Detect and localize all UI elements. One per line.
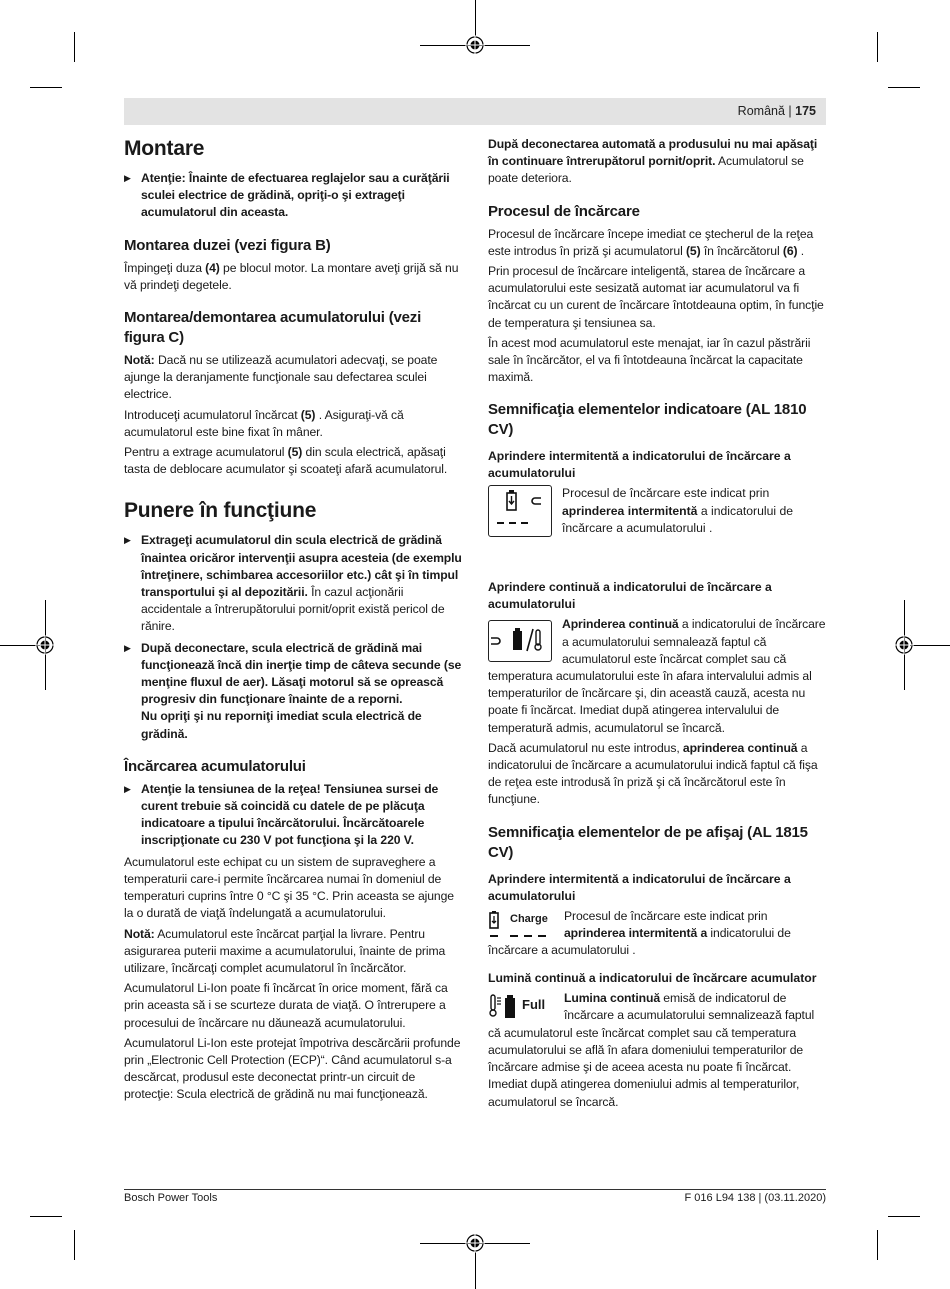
bold-text: După deconectare, scula electrică de grădină mai funcţionează încă din inerţie timp de câteva secunde (se menţine fluxul de aer). Lăsaţi motorul să se oprească progresiv din funcţionare înainte de a reporni.: [141, 640, 462, 707]
text: Împingeţi duza: [124, 260, 206, 275]
heading-semnificatia-al1810: Semnificaţia elementelor indicatoare (AL 1810 CV): [488, 401, 807, 439]
ref-number: (6): [782, 243, 798, 258]
registration-mark-icon: [465, 35, 485, 55]
header-text: [738, 104, 816, 118]
crop-mark: [30, 1216, 62, 1217]
full-indicator-icon: [488, 992, 554, 1022]
subheading-aprindere-intermitenta: Aprindere intermitentă a indicatorului de încărcare a acumulatorului: [488, 449, 791, 481]
footer-rule: [124, 1189, 826, 1190]
note-label: Notă:: [124, 926, 155, 941]
heading-montarea-duzei: Montarea duzei (vezi figura B): [124, 236, 331, 254]
paragraph-supraveghere: Acumulatorul este echipat cu un sistem de supraveghere a temperaturii care-i permite încărcarea numai în domeniul de temperaturi cuprins între 0 °C şi 35 °C. Prin aceasta se ajunge la o durată de viaţă îndelungată a acumulatorului.: [124, 854, 454, 921]
full-label: Full: [522, 997, 546, 1013]
text: Dacă acumulatorul nu este introdus,: [488, 740, 683, 755]
paragraph-li-ion: Acumulatorul Li-Ion poate fi încărcat în orice moment, fără ca prin aceasta să i se scurteze durata de viaţă. O întrerupere a procesului de încărcare nu dăunează acumulatorului.: [124, 981, 448, 1030]
ref-number: (5): [685, 243, 701, 258]
bullet-extrageti: [124, 532, 464, 635]
registration-mark-icon: [465, 1233, 485, 1253]
text: În cazul acţionării accidentale a întrerupătorului pornit/oprit există pericol de rănire.: [141, 585, 445, 634]
heading-incarcarea-acumulatorului: Încărcarea acumulatorului: [124, 757, 306, 775]
warning-text: Atenţie: Înainte de efectuarea reglajelor sau a curăţării sculei electrice de grădină, opriţi-o şi extrageţi acumulatorul din aceasta.: [141, 171, 450, 220]
paragraph-nota: [124, 352, 464, 404]
text: indicatorului de încărcare a acumulatorului .: [488, 925, 791, 958]
text: în încărcătorul: [700, 243, 783, 258]
paragraph-ecp: Acumulatorul Li-Ion este protejat împotriva descărcării profunde prin „Electronic Cell Protection (ECP)“. Când acumulatorul s-a descărcat, produsul este deconectat printr-un circuit de protecţie: Scula electrică de grădină nu mai funcţionează.: [124, 1035, 461, 1102]
paragraph-dupa-deconectarea: [488, 136, 828, 188]
crop-mark: [74, 1230, 75, 1260]
paragraph-proces-1: [488, 226, 828, 260]
paragraph-acumulator-neintrodus: [488, 740, 828, 809]
indicator-text-blinking: [562, 485, 828, 537]
text: pe blocul motor. La montare aveţi grijă să nu vă prindeţi degetele.: [124, 260, 459, 292]
paragraph-introduceti: [124, 407, 464, 441]
header-separator: |: [788, 104, 792, 118]
indicator-row-charge: [488, 908, 828, 960]
bold-text: aprinderea intermitentă: [562, 503, 698, 518]
bullet-dupa-deconectare: [124, 640, 464, 743]
text: Procesul de încărcare este indicat prin: [564, 908, 768, 923]
crop-mark: [475, 0, 476, 36]
text: Dacă nu se utilizează acumulatori adecvaţi, se poate ajunge la deranjamente funcţionale sau defectarea sculei electrice.: [124, 353, 438, 402]
text: emisă de indicatorul de încărcare a acumulatorului semnalizează faptul că acumulatorul este încărcat complet sau că temperatura acumulatorului se află în afara domeniului temperaturilor de încărcare admise şi de aceea acesta nu poate fi încărcat. Imediat după atingerea domeniului admis al temperaturilor, acumulatorul se încarcă.: [488, 991, 815, 1109]
page-header: [124, 98, 826, 125]
subheading-lumina-continua: Lumină continuă a indicatorului de încărcare acumulator: [488, 971, 817, 986]
subheading-aprindere-intermitenta-2: Aprindere intermitentă a indicatorului de încărcare a acumulatorului: [488, 871, 791, 903]
header-language: Română: [737, 104, 785, 118]
crop-mark: [0, 645, 40, 646]
bold-text: aprinderea intermitentă a: [564, 925, 708, 940]
indicator-row-full: [488, 990, 828, 1110]
text: Pentru a extrage acumulatorul: [124, 445, 288, 460]
footer-brand: Bosch Power Tools: [124, 1192, 218, 1204]
heading-semnificatia-al1815: Semnificaţia elementelor de pe afişaj (AL 1815 CV): [488, 823, 808, 861]
bold-text: Lumina continuă: [564, 991, 661, 1006]
crop-mark: [888, 87, 920, 88]
charger-indicator-blinking-icon: [488, 485, 552, 537]
heading-punere-in-functiune: Punere în funcţiune: [124, 499, 317, 523]
warning-bullet: [124, 170, 464, 222]
paragraph-nota-2: [124, 926, 464, 978]
right-column: [488, 136, 828, 1114]
paragraph-extrage: [124, 444, 464, 478]
bold-text: aprinderea continuă: [682, 740, 798, 755]
indicator-row-continuous: [488, 616, 828, 736]
registration-mark-icon: [894, 635, 914, 655]
bold-text: Atenţie la tensiunea de la reţea! Tensiunea sursei de curent trebuie să coincidă cu datele de pe plăcuţa indicatoare a tipului încărcătorului. Încărcătoarele inscripţionate cu 230 V pot funcţiona şi la 220 V.: [141, 781, 439, 848]
crop-mark: [888, 1216, 920, 1217]
heading-procesul-de-incarcare: Procesul de încărcare: [488, 202, 640, 220]
registration-mark-icon: [35, 635, 55, 655]
ref-number: (5): [300, 407, 316, 422]
heading-montare: Montare: [124, 137, 205, 160]
heading-montarea-acumulatorului: Montarea/demontarea acumulatorului (vezi figura C): [124, 309, 422, 347]
bold-text: După deconectarea automată a produsului nu mai apăsaţi în continuare întrerupătorul pornit/oprit.: [488, 137, 818, 169]
bold-text: Aprinderea continuă: [562, 617, 679, 632]
note-label: Notă:: [124, 353, 155, 368]
indicator-row-blinking: [488, 485, 828, 537]
text: . Asiguraţi-vă că acumulatorul este bine fixat în mâner.: [124, 407, 404, 439]
paragraph-duza: [124, 260, 464, 294]
ref-number: (5): [287, 445, 303, 460]
crop-mark: [877, 1230, 878, 1260]
text: Acumulatorul se poate deteriora.: [488, 154, 804, 186]
text: a indicatorului de încărcare a acumulatorului indică faptul că fişa de reţea este introdusă în priză şi că încărcătorul este în funcţiune.: [488, 740, 818, 807]
page-number: 175: [795, 104, 816, 118]
text: a indicatorului de încărcare a acumulatorului .: [562, 503, 793, 535]
crop-mark: [74, 32, 75, 62]
footer-doc-id: F 016 L94 138 | (03.11.2020): [684, 1192, 826, 1204]
charger-indicator-continuous-icon: [488, 620, 552, 662]
text: .: [797, 243, 805, 258]
bold-text: Nu opriţi şi nu reporniţi imediat scula electrică de grădină.: [141, 709, 422, 741]
charge-label: Charge: [510, 912, 548, 925]
crop-mark: [877, 32, 878, 62]
charge-indicator-icon: [488, 910, 554, 940]
text: Introduceţi acumulatorul încărcat: [124, 407, 301, 422]
bold-text: Extrageţi acumulatorul din scula electrică de grădină înaintea oricăror intervenţii asupra acesteia (de exemplu întreţinere, schimbarea accesoriilor etc.) cât şi în timpul transportului şi al depozitării.: [141, 533, 462, 600]
text: a indicatorului de încărcare a acumulatorului semnalează faptul că acumulatorul este încărcat complet sau că temperatura acumulatorului este în afara intervalului admis al temperaturilor de încărcare şi, din această cauză, acesta nu poate fi încărcat. Imediat după atingerea intervalului de temperatură admis, acumulatorul se încarcă.: [488, 617, 826, 735]
crop-mark: [30, 87, 62, 88]
subheading-aprindere-continua: Aprindere continuă a indicatorului de încărcare a acumulatorului: [488, 580, 772, 612]
text: Procesul de încărcare este indicat prin: [562, 486, 770, 501]
paragraph-proces-3: În acest mod acumulatorul este menajat, iar în cazul păstrării sale în încărcător, el va fi întotdeauna încărcat la capacitate maximă.: [488, 335, 811, 385]
crop-mark: [910, 645, 950, 646]
text: Procesul de încărcare începe imediat ce ştecherul de la reţea este introdus în priză şi acumulatorul: [488, 226, 814, 258]
text: Acumulatorul este încărcat parţial la livrare. Pentru asigurarea puterii maxime a acumulatorului, înainte de prima utilizare, încărcaţi complet acumulatorul în încărcător.: [124, 926, 446, 975]
bullet-tensiune: [124, 781, 464, 850]
left-column: [124, 136, 464, 1107]
paragraph-proces-2: Prin procesul de încărcare inteligentă, starea de încărcare a acumulatorului este sesizată automat iar acumulatorul va fi încărcat cu un curent de încărcare întotdeauna optim, în funcţie de temperatura şi tensiunea sa.: [488, 264, 824, 330]
ref-number: (4): [205, 260, 220, 275]
text: din scula electrică, apăsaţi tasta de deblocare acumulator şi scoateţi afară acumulatorul.: [124, 445, 448, 477]
crop-mark: [475, 1252, 476, 1289]
